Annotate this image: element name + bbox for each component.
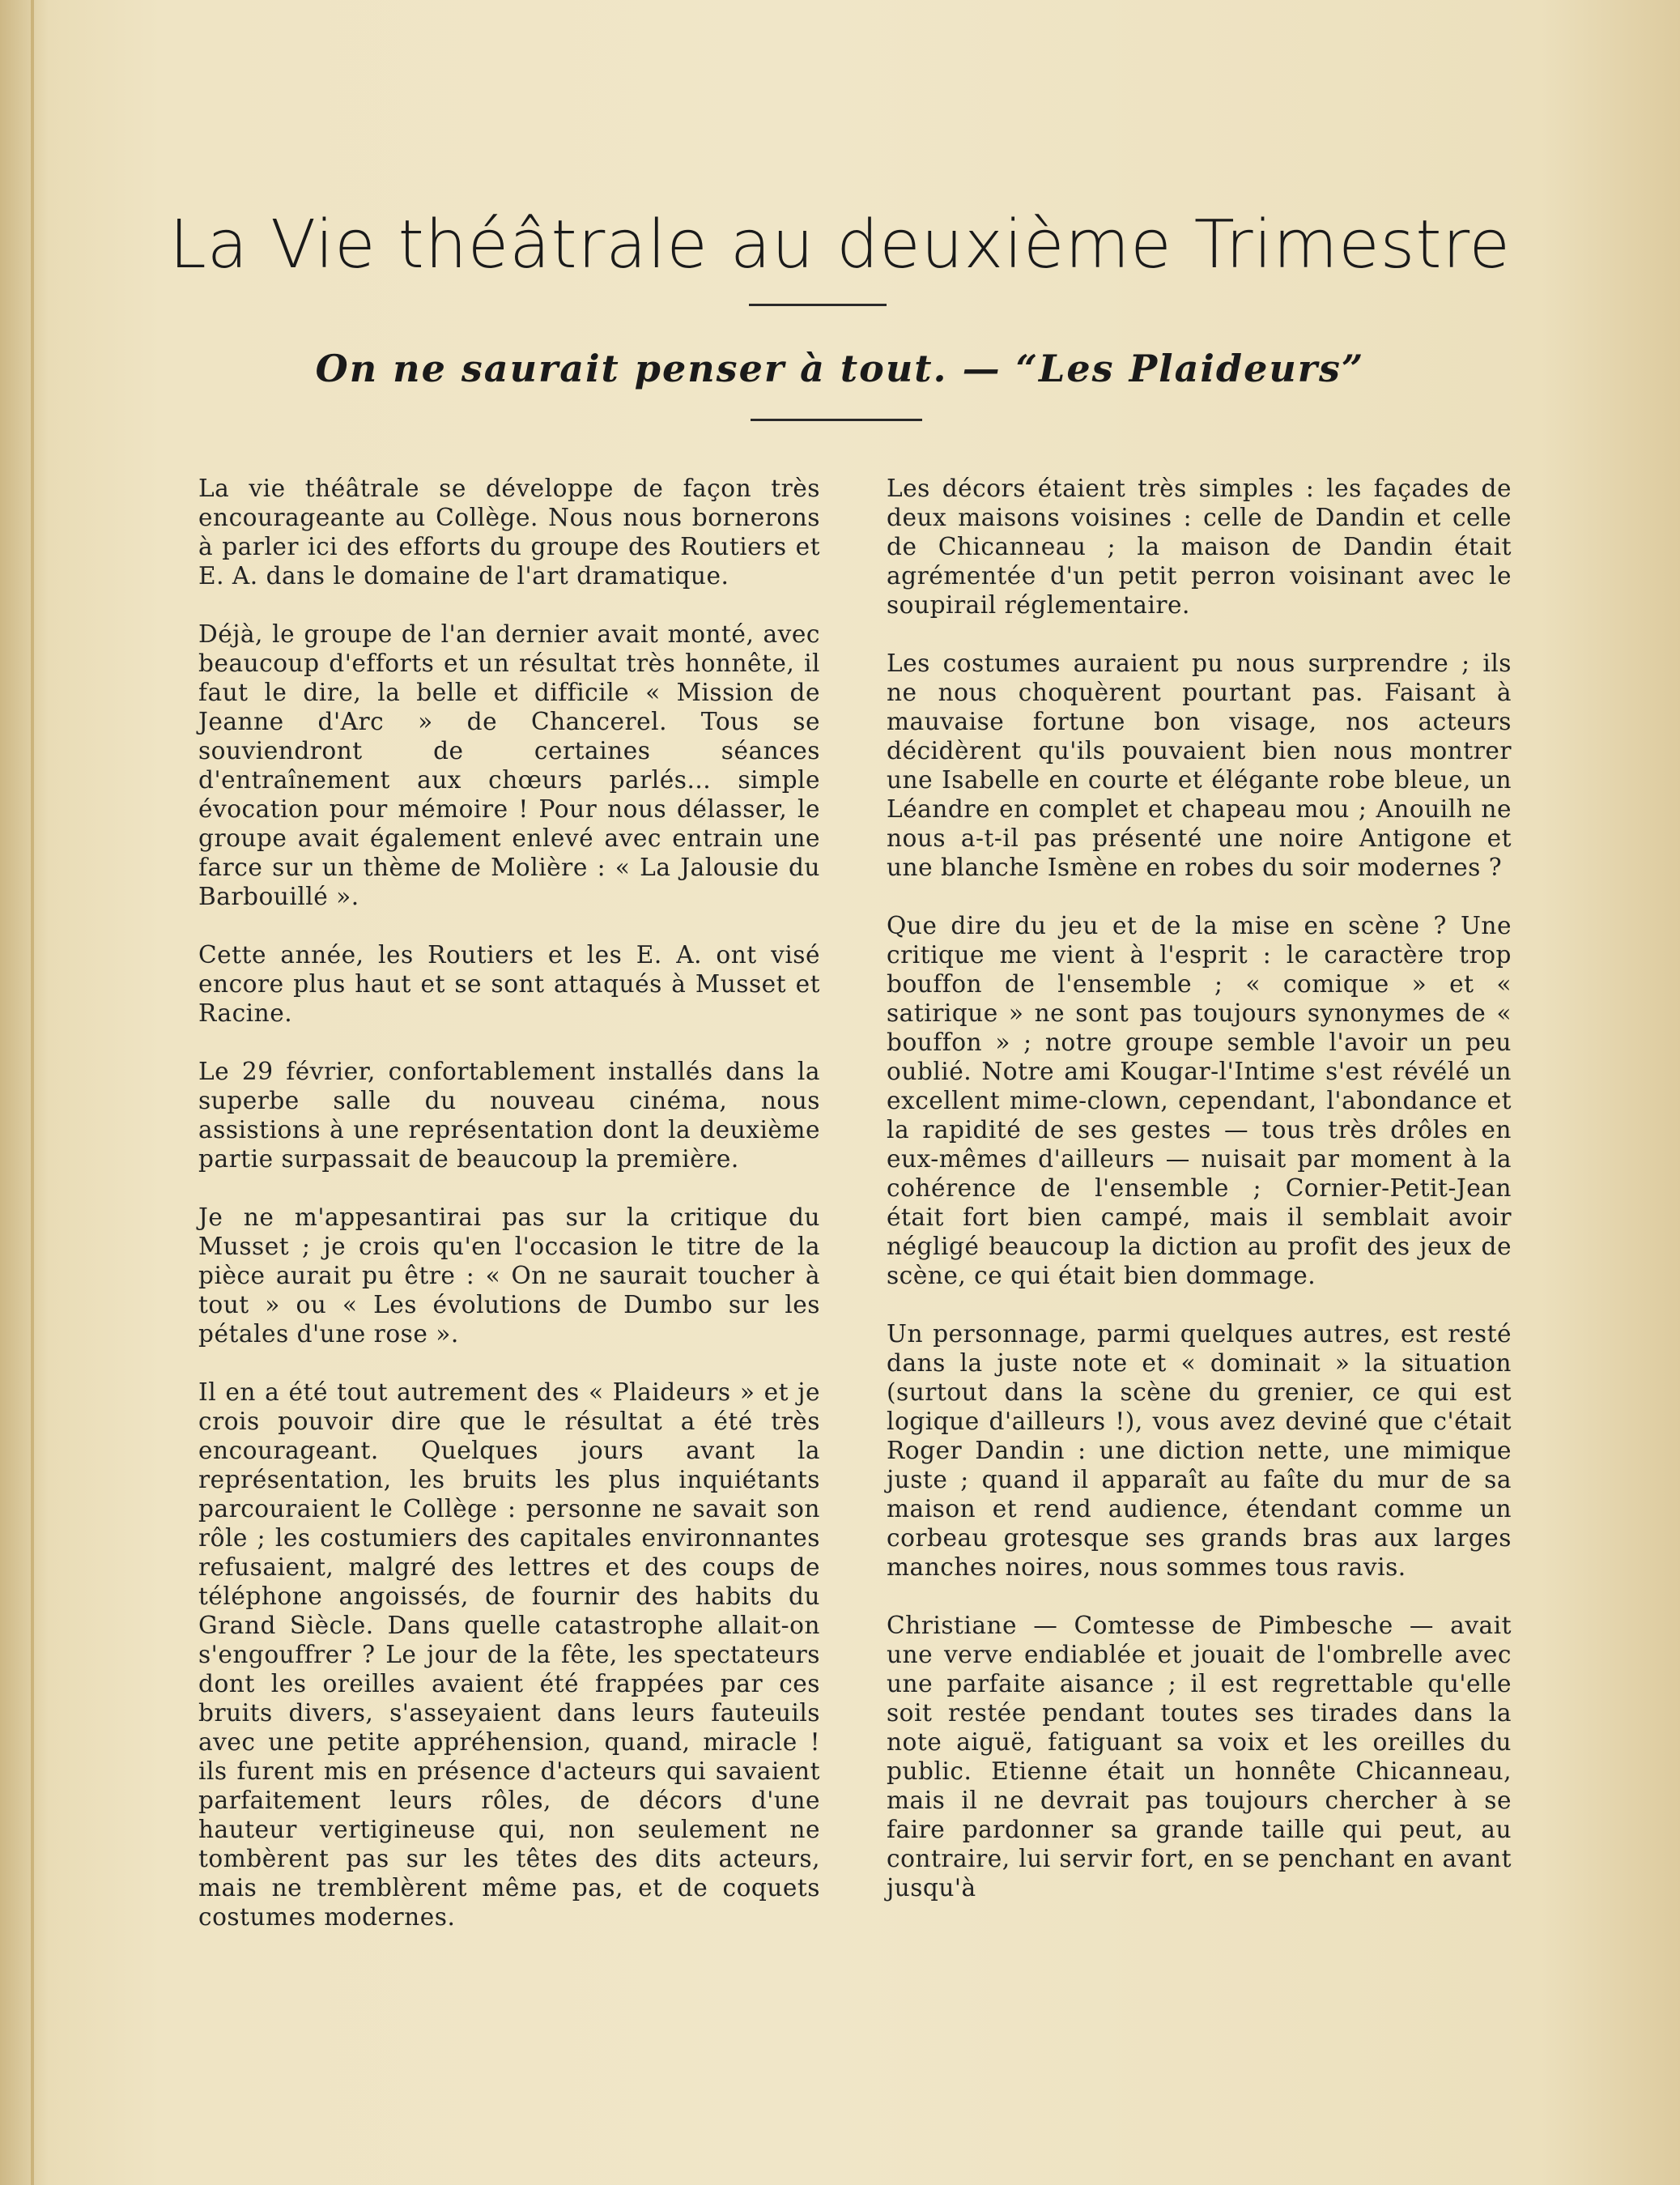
page-fold [31,0,34,2185]
paragraph: Cette année, les Routiers et les E. A. ont visé encore plus haut et se sont attaqués à Musset et Racine. [198,941,820,1027]
paragraph: Les costumes auraient pu nous surprendre ; ils ne nous choquèrent pourtant pas. Faisant à mauvaise fortune bon visage, nos acteurs décidèrent qu'ils pouvaient bien nous montrer une Isabelle en courte et élégante robe bleue, un Léandre en complet et chapeau mou ; Anouilh ne nous a-t-il pas présenté une noire Antigone et une blanche Ismène en robes du soir modernes ? [887,650,1512,881]
paragraph: Le 29 février, confortablement installés dans la superbe salle du nouveau cinéma, nous assistions à une représentation dont la deuxième partie surpassait de beaucoup la première. [198,1058,820,1173]
paragraph: La vie théâtrale se développe de façon très encourageante au Collège. Nous nous bornerons à parler ici des efforts du groupe des Routiers et E. A. dans le domaine de l'art dramatique. [198,475,820,590]
paragraph: Que dire du jeu et de la mise en scène ? Une critique me vient à l'esprit : le caractère trop bouffon de l'ensemble ; « comique » et « satirique » ne sont pas toujours synonymes de « bouffon » ; notre groupe semble l'avoir un peu oublié. Notre ami Kougar-l'Intime s'est révélé un excellent mime-clown, cependant, l'abondance et la rapidité de ses gestes — tous très drôles en eux-mêmes d'ailleurs — nuisait par moment à la cohérence de l'ensemble ; Cornier-Petit-Jean était fort bien campé, mais il semblait avoir négligé beaucoup la diction au profit des jeux de scène, ce qui était bien dommage. [887,912,1512,1289]
right-column [887,474,1512,1932]
paragraph: Déjà, le groupe de l'an dernier avait monté, avec beaucoup d'efforts et un résultat très honnête, il faut le dire, la belle et difficile « Mission de Jeanne d'Arc » de Chancerel. Tous se souviendront de certaines séances d'entraînement aux chœurs parlés... simple évocation pour mémoire ! Pour nous délasser, le groupe avait également enlevé avec entrain une farce sur un thème de Molière : « La Jalousie du Barbouillé ». [198,620,820,910]
left-column [198,474,820,1961]
article-title: La Vie théâtrale au deuxième Trimestre [169,207,1511,283]
paragraph: Il en a été tout autrement des « Plaideurs » et je crois pouvoir dire que le résultat a été très encourageant. Quelques jours avant la représentation, les bruits les plus inquiétants parcouraient le Collège : personne ne savait son rôle ; les costumiers des capitales environnantes refusaient, malgré des lettres et des coups de téléphone angoissés, de fournir des habits du Grand Siècle. Dans quelle catastrophe allait-on s'engouffrer ? Le jour de la fête, les spectateurs dont les oreilles avaient été frappées par ces bruits divers, s'asseyaient dans leurs fauteuils avec une petite appréhension, quand, miracle ! ils furent mis en présence d'acteurs qui savaient parfaitement leurs rôles, de décors d'une hauteur vertigineuse qui, non seulement ne tombèrent pas sur les têtes des dits acteurs, mais ne tremblèrent même pas, et de coquets costumes modernes. [198,1378,820,1931]
paragraph: Christiane — Comtesse de Pimbesche — avait une verve endiablée et jouait de l'ombrelle avec une parfaite aisance ; il est regrettable qu'elle soit restée pendant toutes ses tirades dans la note aiguë, fatiguant sa voix et les oreilles du public. Etienne était un honnête Chicanneau, mais il ne devrait pas toujours chercher à se faire pardonner sa grande taille qui peut, au contraire, lui servir fort, en se penchant en avant jusqu'à [887,1612,1512,1902]
article-subtitle: On ne saurait penser à tout. — “Les Plaideurs” [315,347,1365,390]
subtitle-divider [751,419,922,421]
paragraph: Les décors étaient très simples : les façades de deux maisons voisines : celle de Dandin et celle de Chicanneau ; la maison de Dandin était agrémentée d'un petit perron voisinant avec le soupirail réglementaire. [887,475,1512,619]
paragraph: Je ne m'appesantirai pas sur la critique du Musset ; je crois qu'en l'occasion le titre de la pièce aurait pu être : « On ne saurait toucher à tout » ou « Les évolutions de Dumbo sur les pétales d'une rose ». [198,1203,820,1348]
paragraph: Un personnage, parmi quelques autres, est resté dans la juste note et « dominait » la situation (surtout dans la scène du grenier, ce qui est logique d'ailleurs !), vous avez deviné que c'était Roger Dandin : une diction nette, une mimique juste ; quand il apparaît au faîte du mur de sa maison et rend audience, étendant comme un corbeau grotesque ses grands bras aux larges manches noires, nous sommes tous ravis. [887,1320,1512,1581]
title-divider [749,304,887,306]
